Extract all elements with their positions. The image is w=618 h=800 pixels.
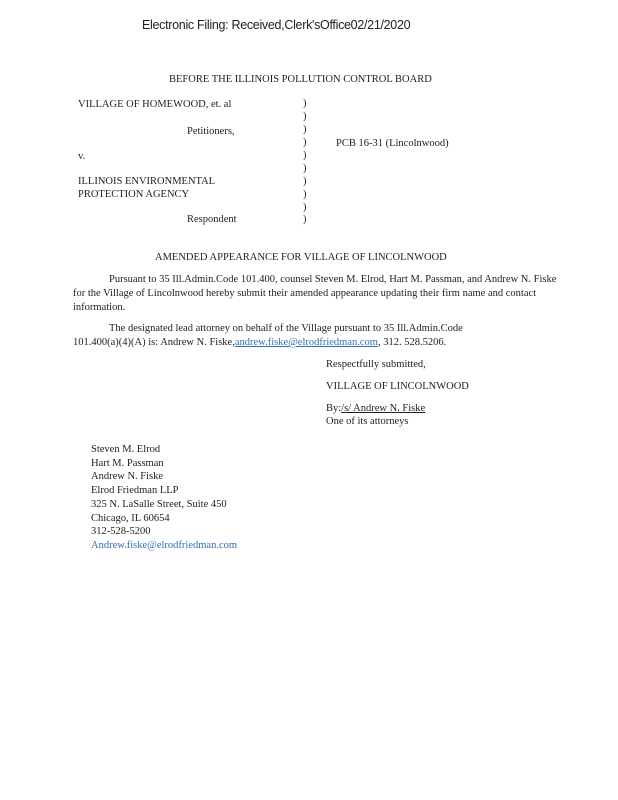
appearance-paragraph: Pursuant to 35 Ill.Admin.Code 101.400, counsel Steven M. Elrod, Hart M. Passman, and Andrew N. Fiske for the Village of Lincolnwood hereby submit their amended appearance updating their firm name and contact information. [73,274,557,313]
board-title: BEFORE THE ILLINOIS POLLUTION CONTROL BOARD [169,74,432,85]
counsel-line: Andrew N. Fiske [91,471,164,482]
case-number: PCB 16-31 (Lincolnwood) [336,138,449,149]
counsel-line: 325 N. LaSalle Street, Suite 450 [91,499,227,510]
caption-paren: ) [303,163,307,174]
signature-line [326,402,425,415]
caption-paren: ) [303,98,307,109]
lead-attorney-text: 101.400(a)(4)(A) is: Andrew N. Fiske, [73,337,235,348]
counsel-line: Steven M. Elrod [91,444,161,455]
signing-party: VILLAGE OF LINCOLNWOOD [326,381,469,392]
caption-paren: ) [303,202,307,213]
filing-stamp: Electronic Filing: Received,Clerk'sOffice02/21/2020 [142,18,411,32]
versus-label: v. [78,151,86,162]
respondent-label: Respondent [187,214,237,225]
caption-paren: ) [303,111,307,122]
respondent-name-line1: ILLINOIS ENVIRONMENTAL [78,176,216,187]
document-title: AMENDED APPEARANCE FOR VILLAGE OF LINCOLNWOOD [155,252,447,263]
counsel-line: 312-528-5200 [91,526,151,537]
petitioner-name: VILLAGE OF HOMEWOOD, et. al [78,99,232,110]
lead-attorney-line2 [73,336,446,349]
counsel-line: Chicago, IL 60654 [91,513,170,524]
closing-text: Respectfully submitted, [326,359,426,370]
counsel-email-link[interactable]: Andrew.fiske@elrodfriedman.com [91,540,238,551]
electronic-signature: /s/ Andrew N. Fiske [341,403,426,414]
caption-paren: ) [303,137,307,148]
counsel-line: Hart M. Passman [91,458,164,469]
respondent-name-line2: PROTECTION AGENCY [78,189,190,200]
signer-role: One of its attorneys [326,416,409,427]
caption-paren: ) [303,176,307,187]
lead-attorney-line1: The designated lead attorney on behalf of the Village pursuant to 35 Ill.Admin.Code [109,323,463,334]
by-label: By: [326,403,342,414]
lead-attorney-email-link[interactable]: andrew.fiske@elrodfriedman.com [234,337,378,348]
caption-paren: ) [303,214,307,225]
petitioners-label: Petitioners, [187,126,235,137]
caption-paren: ) [303,189,307,200]
caption-paren: ) [303,124,307,135]
lead-attorney-phone: , 312. 528.5206. [377,337,447,348]
caption-paren: ) [303,150,307,161]
counsel-line: Elrod Friedman LLP [91,485,179,496]
